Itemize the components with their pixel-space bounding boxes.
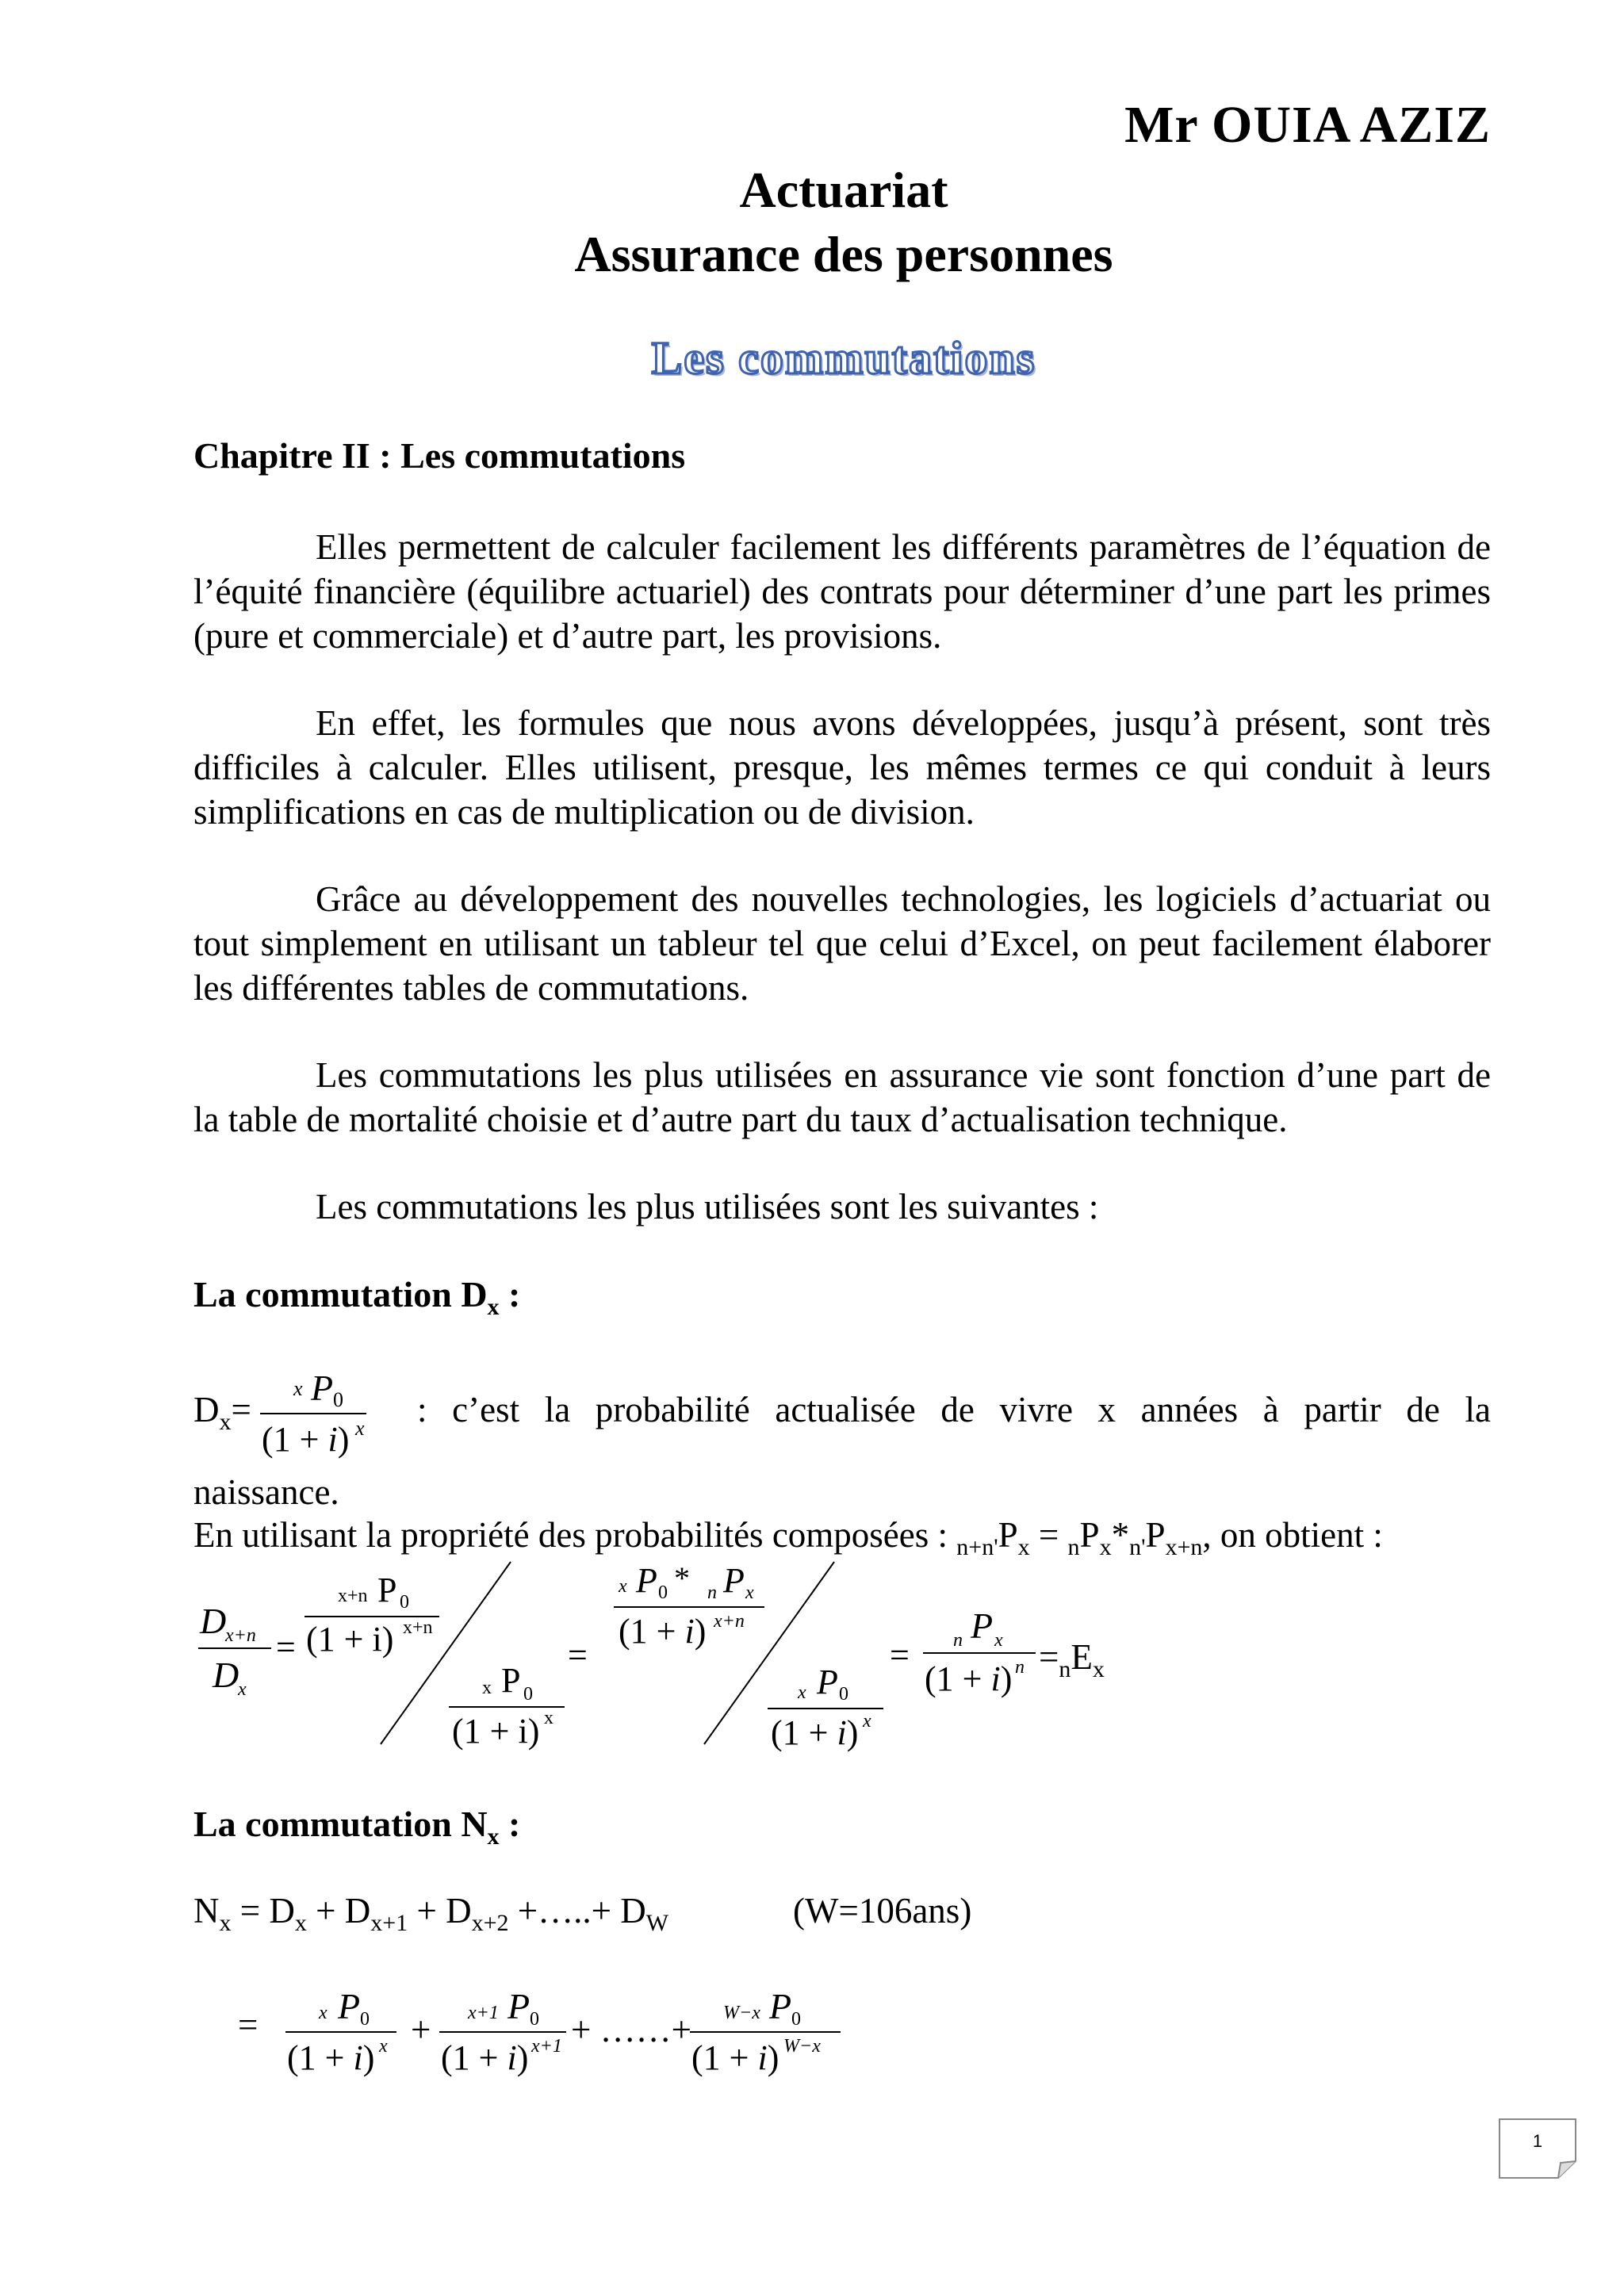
dx-heading: La commutation $D_x$ : (193, 1274, 521, 1320)
dx-derivation-formula (190, 1554, 1142, 1760)
svg-text:x+n: x+n (225, 1625, 256, 1646)
svg-text:x+n: x+n (714, 1611, 745, 1632)
svg-text:(1 + i): (1 + i) (306, 1620, 394, 1659)
svg-text:P: P (636, 1561, 657, 1600)
page-number: 1 (1532, 2131, 1543, 2151)
nx-heading: La commutation $N_x$ : (193, 1804, 521, 1850)
nx-plus-ellipsis: + ……+ (571, 2010, 692, 2049)
svg-text:x: x (619, 1576, 627, 1597)
svg-text:x+n: x+n (403, 1617, 433, 1638)
svg-text:=: = (568, 1636, 588, 1674)
page-number-box (1499, 2118, 1576, 2179)
paragraph-4: Les commutations les plus utilisées en assurance vie sont fonction d’une part de la table de mortalité choisie et d’autre part du taux d’actualisation technique. (193, 1055, 1491, 1139)
svg-text:0: 0 (658, 1582, 668, 1603)
chapter-heading: Chapitre II : Les commutations (193, 435, 686, 476)
dx-description: : c’est la probabilité actualisée de vivre x années à partir de la (417, 1390, 1491, 1429)
document-title: Actuariat (739, 162, 948, 218)
svg-text:0: 0 (791, 2009, 801, 2030)
svg-text:0: 0 (839, 1684, 848, 1705)
svg-text:(1 + i): (1 + i) (619, 1612, 707, 1651)
svg-text:x: x (379, 2036, 388, 2057)
svg-text:P: P (723, 1561, 745, 1600)
dx-formula-lhs: $D_x=$ (193, 1390, 251, 1435)
svg-text:(1 + i): (1 + i) (287, 2038, 375, 2077)
svg-text:x: x (745, 1582, 754, 1603)
svg-text:0: 0 (400, 1592, 409, 1613)
svg-text:P: P (508, 1986, 530, 2026)
svg-text:x: x (863, 1711, 871, 1732)
nx-omega-note: (W=106ans) (793, 1891, 972, 1931)
svg-text:(1 + i): (1 + i) (771, 1713, 859, 1752)
svg-text:x: x (994, 1630, 1003, 1651)
svg-text:x: x (482, 1678, 492, 1698)
svg-text:x: x (355, 1417, 365, 1440)
svg-text:P: P (311, 1368, 334, 1408)
svg-text:(1 + i): (1 + i) (691, 2038, 779, 2077)
dx-result-nex: $=_nE_x$ (1039, 1637, 1105, 1682)
svg-text:D: D (213, 1655, 239, 1695)
svg-text:n: n (1015, 1657, 1025, 1678)
svg-text:x: x (238, 1679, 247, 1700)
svg-text:P: P (501, 1661, 521, 1700)
paragraph-5: Les commutations les plus utilisées sont les suivantes : (316, 1187, 1099, 1226)
author-name: Mr OUIA AZIZ (1124, 96, 1491, 154)
nx-plus-1: + (411, 2010, 431, 2049)
svg-text:n: n (953, 1630, 963, 1651)
paragraph-3: Grâce au développement des nouvelles technologies, les logiciels d’actuariat ou tout simplement en utilisant un tableur tel que celui d’Excel, on peut facilement élaborer les différentes tables de commutations. (193, 879, 1491, 1008)
paragraph-2: En effet, les formules que nous avons développées, jusqu’à présent, sont très difficiles à calculer. Elles utilisent, presque, les mêmes termes ce qui conduit à leurs simplifications en cas de multiplication ou de division. (193, 703, 1491, 832)
svg-text:W−x: W−x (783, 2036, 821, 2057)
svg-text:n: n (707, 1582, 717, 1603)
paragraph-1: Elles permettent de calculer facilement les différents paramètres de l’équation de l’équité financière (équilibre actuariel) des contrats pour déterminer d’une part les primes (pure et commerciale) et d’autre part, les provisions. (193, 527, 1491, 656)
svg-text:=: = (890, 1636, 910, 1674)
svg-text:x+1: x+1 (468, 2003, 499, 2023)
svg-text:(1 + i): (1 + i) (452, 1712, 540, 1751)
svg-text:=: = (276, 1628, 296, 1667)
svg-text:P: P (971, 1605, 994, 1646)
dx-derivation-svg (190, 1554, 1142, 1760)
svg-text:0: 0 (530, 2009, 539, 2030)
svg-text:0: 0 (333, 1388, 343, 1411)
svg-text:(1 + i): (1 + i) (262, 1420, 350, 1459)
svg-text:0: 0 (523, 1684, 533, 1705)
dx-fraction-svg (254, 1362, 373, 1465)
svg-text:x: x (798, 1682, 806, 1703)
property-line: En utilisant la propriété des probabilités composées : $_{n+n'}P_x = _nP_x*_{n'}P_{x+n}$, on obtient : (193, 1515, 1383, 1560)
document-subtitle: Assurance des personnes (574, 226, 1113, 282)
svg-text:(1 + i): (1 + i) (441, 2038, 529, 2077)
svg-text:x: x (544, 1708, 553, 1728)
svg-text:x: x (319, 2003, 327, 2023)
svg-text:x: x (293, 1377, 303, 1400)
svg-text:x+1: x+1 (531, 2036, 562, 2057)
svg-text:0: 0 (360, 2009, 370, 2030)
svg-text:D: D (200, 1601, 227, 1641)
svg-text:(1 + i): (1 + i) (925, 1659, 1013, 1698)
svg-text:P: P (817, 1663, 838, 1701)
section-banner: Les commutations (651, 332, 1036, 384)
svg-text:P: P (769, 1986, 792, 2026)
svg-text:W−x: W−x (723, 2003, 760, 2023)
dx-description-continued: naissance. (193, 1472, 339, 1512)
dx-fraction (254, 1362, 373, 1465)
svg-text:x+n: x+n (338, 1586, 368, 1606)
nx-definition: $N_x = D_x + D_{x+1} + D_{x+2}$ +…..+ $D_W$ (193, 1891, 669, 1936)
svg-text:P: P (338, 1986, 361, 2026)
svg-text:*: * (674, 1560, 690, 1596)
nx-eq-sign: = (238, 2005, 259, 2045)
svg-text:P: P (377, 1571, 397, 1609)
